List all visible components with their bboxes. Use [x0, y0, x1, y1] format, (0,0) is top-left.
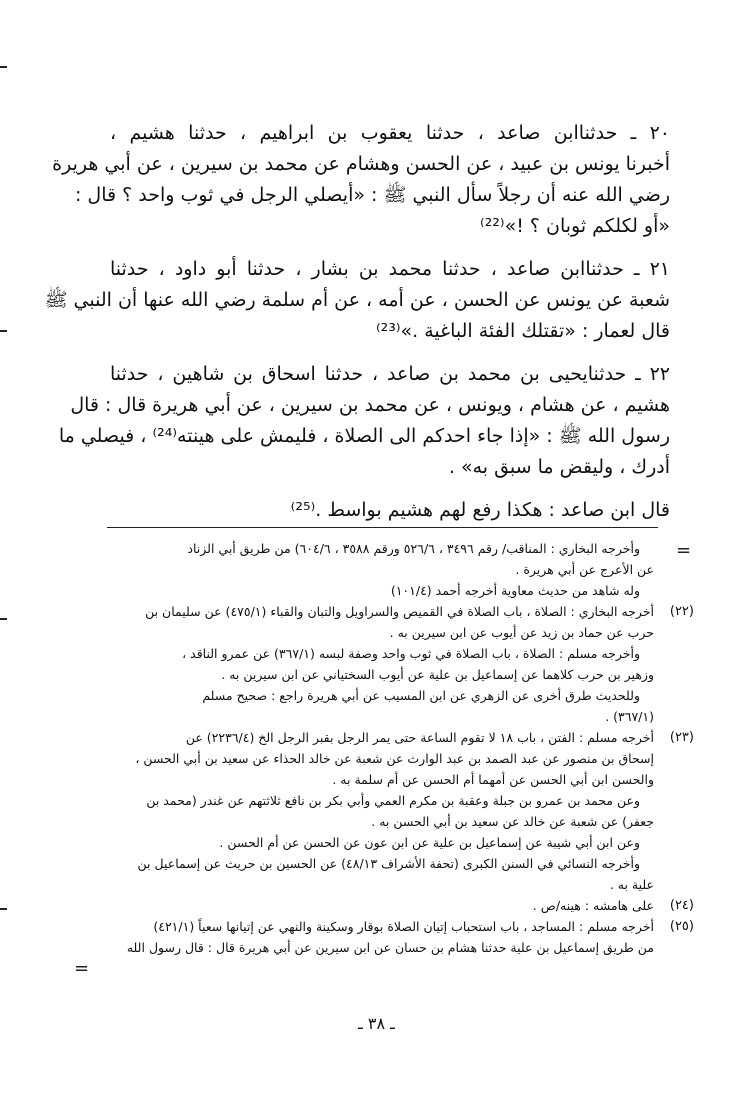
footnote-line: على هامشه : هينه/ص .	[532, 898, 654, 913]
footnote-24	[100, 895, 700, 916]
continuation-mark-bottom: =	[74, 958, 90, 979]
left-edge-mark	[0, 66, 7, 68]
footnote-line: وله شاهد من حديث معاوية أخرجه أحمد (١٠١/٤)	[390, 583, 640, 598]
footnote-25	[100, 916, 700, 958]
footnote-line: جعفر) عن شعبة عن خالد عن سعيد بن أبي الحسن به .	[371, 814, 654, 829]
continuation-mark-top: =	[676, 540, 692, 561]
hadith-21	[44, 254, 670, 347]
hadith-20	[52, 118, 670, 242]
footnote-22	[100, 601, 700, 727]
footnotes	[100, 538, 700, 958]
main-text	[44, 118, 670, 538]
footnote-number	[654, 538, 700, 601]
footnote-line: وأخرجه مسلم : الصلاة ، باب الصلاة في ثوب واحد وصفة لبسه (٣٦٧/١) عن عمرو الناقد ،	[182, 646, 640, 661]
footnote-line: وأخرجه النسائي في السنن الكبرى (تحفة الأشراف ٤٨/١٣) عن الحسين بن حريث عن إسماعيل بن	[137, 856, 640, 871]
footnote-line: وعن ابن أبي شيبة عن إسماعيل بن علية عن ابن عون عن الحسن عن أم الحسن .	[219, 835, 640, 850]
text-line: ٢٠ ـ حدثناابن صاعد ، حدثنا يعقوب بن ابراهيم ، حدثنا هشيم ،	[110, 122, 670, 144]
text-line: قال ابن صاعد : هكذا رفع لهم هشيم بواسط .⁽²⁵⁾	[290, 499, 670, 521]
text-line: رسول الله ﷺ : «إذا جاء احدكم الى الصلاة ، فليمش على هينته⁽²⁴⁾ ، فيصلي ما	[58, 425, 670, 447]
footnote-line: إسحاق بن منصور عن عبد الصمد بن عبد الوارث عن شعبة عن خالد الحذاء عن سعيد بن أبي الحسن ،	[135, 751, 654, 766]
footnote-line: أخرجه مسلم : المساجد ، باب استحباب إتيان الصلاة بوقار وسكينة والنهي عن إتيانها سعياً (٤٢١/١)	[153, 919, 654, 934]
footnote-line: وعن محمد بن عمرو بن جبلة وعقبة بن مكرم العمي وأبي بكر بن نافع ثلاثتهم عن غندر (محمد بن	[146, 793, 640, 808]
footnote-line: وزهير بن حرب كلاهما عن إسماعيل بن علية عن أيوب السختياني عن ابن سيرين به .	[221, 667, 654, 682]
footnote-line: وللحديث طرق أخرى عن الزهري عن ابن المسيب عن أبي هريرة راجع : صحيح مسلم	[202, 688, 640, 703]
footnote-number: (٢٣)	[669, 730, 694, 745]
footnote-continued	[100, 538, 700, 601]
footnote-number: (٢٤)	[669, 898, 694, 913]
footnote-separator	[107, 527, 658, 528]
footnote-line: أخرجه البخاري : الصلاة ، باب الصلاة في القميص والسراويل والتبان والقباء (٤٧٥/١) عن سليمان بن	[145, 604, 654, 619]
footnote-line: وأخرجه البخاري : المناقب/ رقم ٣٤٩٦ ، ٥٢٦/٦ ورقم ٣٥٨٨ ، ٦٠٤/٦) من طريق أبي الزناد	[187, 541, 640, 556]
closing-statement	[110, 495, 670, 526]
text-line: «أو لكلكم ثوبان ؟ !»⁽²²⁾	[480, 215, 670, 237]
footnote-line: علية به .	[609, 877, 654, 892]
text-line: هشيم ، عن هشام ، ويونس ، عن محمد بن سيرين ، عن أبي هريرة قال : قال	[70, 394, 670, 416]
text-line: ٢١ ـ حدثناابن صاعد ، حدثنا محمد بن بشار ، حدثنا أبو داود ، حدثنا	[110, 258, 670, 280]
text-line: أخبرنا يونس بن عبيد ، عن الحسن وهشام عن محمد بن سيرين ، عن أبي هريرة	[52, 153, 670, 175]
footnote-line: من طريق إسماعيل بن علية حدثنا هشام بن حسان عن ابن سيرين عن أبي هريرة قال : قال رسول الله	[126, 940, 654, 955]
hadith-22	[58, 359, 670, 483]
text-line: شعبة عن يونس عن الحسن ، عن أمه ، عن أم سلمة رضي الله عنها أن النبي ﷺ	[44, 289, 670, 311]
footnote-23	[100, 727, 700, 895]
page-number: ـ ٣٨ ـ	[358, 1014, 395, 1033]
left-edge-mark	[0, 618, 7, 620]
footnote-line: حرب عن حماد بن زيد عن أيوب عن ابن سيرين به .	[389, 625, 654, 640]
footnote-number: (٢٥)	[669, 919, 694, 934]
text-line: أدرك ، وليقض ما سبق به» .	[448, 456, 670, 478]
footnote-number: (٢٢)	[669, 604, 694, 619]
footnote-line: (٣٦٧/١) .	[605, 709, 654, 724]
left-edge-mark	[0, 330, 7, 332]
left-edge-mark	[0, 908, 7, 910]
footnote-line: أخرجه مسلم : الفتن ، باب ١٨ لا تقوم الساعة حتى يمر الرجل بقبر الرجل الخ (٢٢٣٦/٤) عن	[185, 730, 654, 745]
text-line: قال لعمار : «تقتلك الفئة الباغية .»⁽²³⁾	[375, 320, 670, 342]
text-line: رضي الله عنه أن رجلاً سأل النبي ﷺ : «أيصلي الرجل في ثوب واحد ؟ قال :	[74, 184, 670, 206]
footnote-line: عن الأعرج عن أبي هريرة .	[515, 562, 654, 577]
footnote-line: والحسن ابن أبي الحسن عن أمهما أم الحسن عن أم سلمة به .	[332, 772, 654, 787]
text-line: ٢٢ ـ حدثنايحيى بن محمد بن صاعد ، حدثنا اسحاق بن شاهين ، حدثنا	[110, 363, 670, 385]
